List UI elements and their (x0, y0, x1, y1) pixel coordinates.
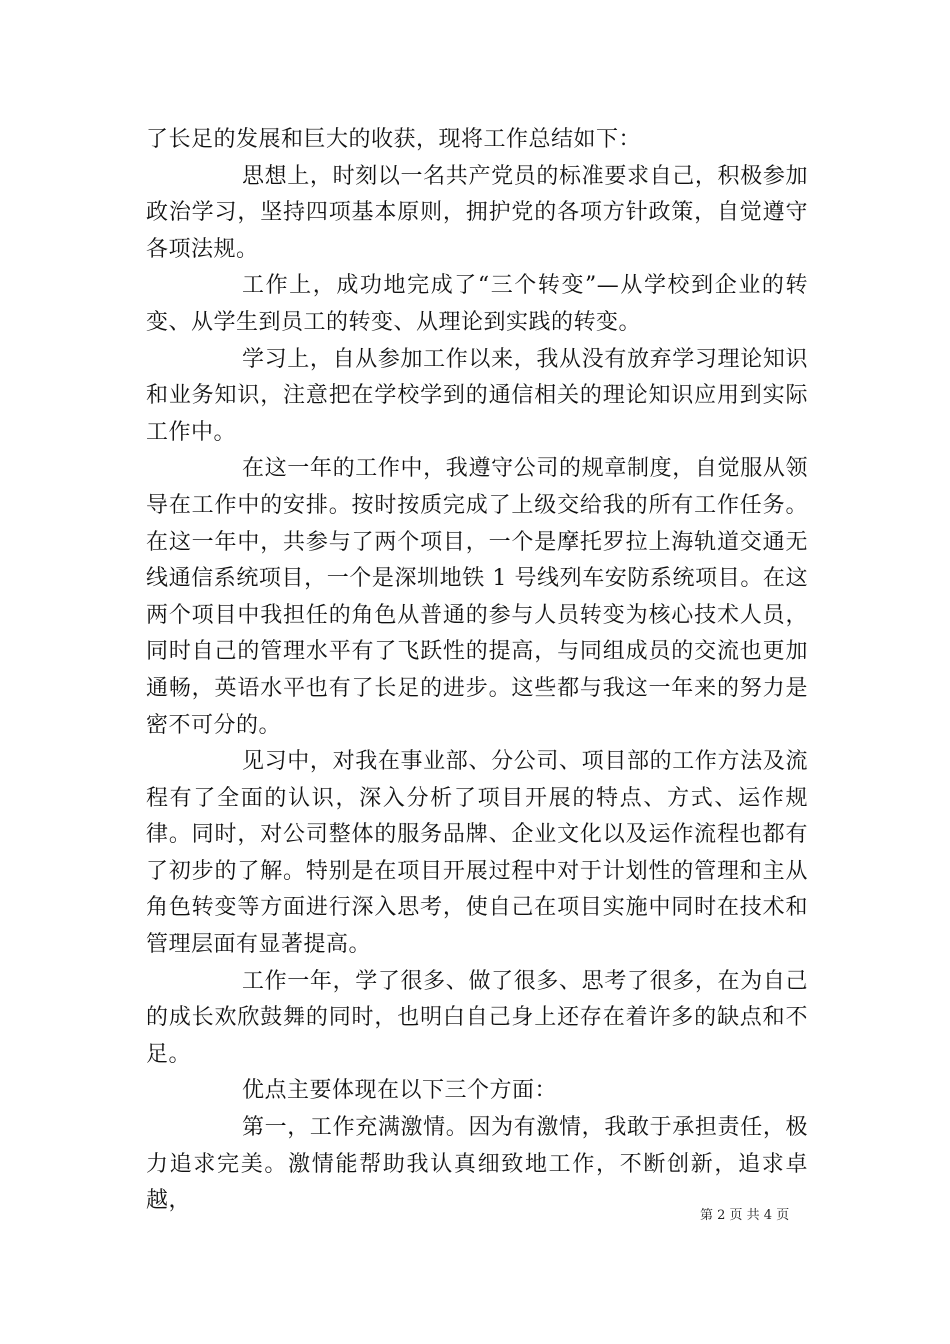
paragraph-study: 学习上，自从参加工作以来，我从没有放弃学习理论知识和业务知识，注意把在学校学到的通信相关的理论知识应用到实际工作中。 (146, 346, 808, 445)
paragraph-reflection: 工作一年，学了很多、做了很多、思考了很多，在为自己的成长欢欣鼓舞的同时，也明白自己身上还存在着许多的缺点和不足。 (146, 968, 808, 1067)
paragraph-strengths-heading: 优点主要体现在以下三个方面： (242, 1078, 558, 1104)
paragraph-work: 工作上，成功地完成了“三个转变”—从学校到企业的转变、从学生到员工的转变、从理论到实践的转变。 (146, 273, 808, 335)
paragraph-strength-one: 第一，工作充满激情。因为有激情，我敢于承担责任，极力追求完美。激情能帮助我认真细致地工作，不断创新，追求卓越， (146, 1115, 808, 1214)
paragraph-year-projects: 在这一年的工作中，我遵守公司的规章制度，自觉服从领导在工作中的安排。按时按质完成了上级交给我的所有工作任务。在这一年中，共参与了两个项目，一个是摩托罗拉上海轨道交通无线通信系统项目，一个是深圳地铁 1 号线列车安防系统项目。在这两个项目中我担任的角色从普通的参与人员转变为核心技术人员，同时自己的管理水平有了飞跃性的提高，与同组成员的交流也更加通畅，英语水平也有了长足的进步。这些都与我这一年来的努力是密不可分的。 (146, 456, 808, 738)
document-body (146, 122, 808, 1220)
paragraph-internship: 见习中，对我在事业部、分公司、项目部的工作方法及流程有了全面的认识，深入分析了项目开展的特点、方式、运作规律。同时，对公司整体的服务品牌、企业文化以及运作流程也都有了初步的了解。特别是在项目开展过程中对于计划性的管理和主从角色转变等方面进行深入思考，使自己在项目实施中同时在技术和管理层面有显著提高。 (146, 749, 808, 958)
paragraph-thought: 思想上，时刻以一名共产党员的标准要求自己，积极参加政治学习，坚持四项基本原则，拥护党的各项方针政策，自觉遵守各项法规。 (146, 163, 808, 262)
paragraph-intro-continuation: 了长足的发展和巨大的收获，现将工作总结如下： (146, 127, 642, 152)
page-number-footer: 第 2 页 共 4 页 (700, 1208, 790, 1223)
